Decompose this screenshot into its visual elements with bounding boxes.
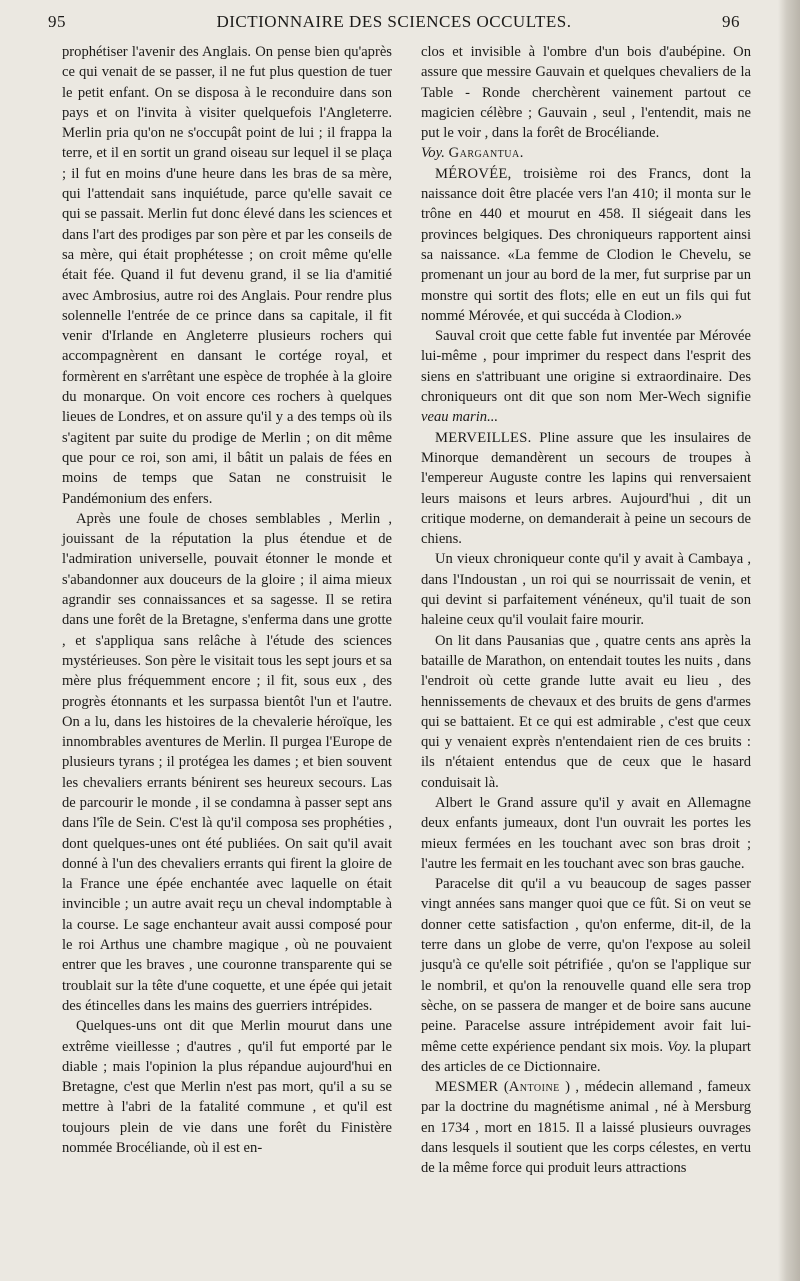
merlin-paragraph-1: prophétiser l'avenir des Anglais. On pense bien qu'après ce qui venait de se passer, il ne fut plus question de tuer le petit enfant. On se disposa à le reconduire dans son pays et on l'invita à visiter quelquefois l'Angleterre. Merlin pria qu'on ne s'occupât point de lui ; il frappa la terre, et il en sortit un grand oiseau sur lequel il se plaça ; il fut en moins d'une heure dans les bras de sa mère, qui l'attendait sans inquiétude, parce qu'elle savait ce qui se passait. Merlin fut donc élevé dans les sciences et dans l'art des prodiges par son père et par les conseils de sa mère, qui était prophétesse ; on croit même qu'elle était fée. Quand il fut devenu grand, il se lia d'amitié avec Ambrosius, autre roi des Anglais. Pour rendre plus solennelle l'entrée de ce prince dans sa capitale, il fit venir d'Irlande en Angleterre plusieurs rochers qui accompagnèrent en dansant le cortége royal, et formèrent en s'arrêtant une espèce de trophée à la gloire du monarque. On voit encore ces rochers à quelques lieues de Londres, et on assure qu'il y a des temps où ils s'agitent par suite du prodige de Merlin ; on dit même que pour ce roi, son ami, il bâtit un palais de fées en moins de temps que Satan ne construisit le Pandémonium des enfers. (62, 44, 392, 507)
paracelse-paragraph: Paracelse dit qu'il a vu beaucoup de sages passer vingt années sans manger quoi que ce fût. Si on veut se donner cette satisfaction , qu'on enferme, dit-il, de la terre dans un globe de verre, qu'on l'expose au soleil jusqu'à ce qu'elle soit pétrifiée , qu'on se l'applique sur le nombril, et qu'on la renouvelle quand elle sera trop sèche, on se passera de manger et de boire sans aucune peine. Paracelse assure intrépidement avoir fait lui-même cette expérience pendant six mois. Voy. la plupart des articles de ce Dictionnaire. (421, 876, 751, 1075)
cross-reference: Voy. (667, 1038, 691, 1055)
merlin-paragraph-2: Après une foule de choses semblables , Merlin , jouissant de la réputation la plus étendue et de l'admiration universelle, pouvait étonner le monde et s'abandonner aux douceurs de la gloire ; il aima mieux agrandir ses connaissances et sa sagesse. Il se retira dans une forêt de la Bretagne, s'enferma dans une grotte , et s'appliqua sans relâche à l'étude des sciences mystérieuses. Son père le visitait tous les sept jours et sa mère plus fréquemment encore ; il fit, sous eux , des progrès étonnants et les surpassa bientôt l'un et l'autre. On a lu, dans les histoires de la chevalerie héroïque, les innombrables aventures de Merlin. Il purgea l'Europe de plusieurs tyrans ; il protégea les dames ; et bien souvent les chevaliers errants bénirent ses heureux secours. Las de parcourir le monde , il se condamna à passer sept ans dans l'île de Sein. C'est là qu'il composa ses prophéties , dont quelques-unes ont été publiées. On sait qu'il avait donné à l'un des chevaliers errants qui firent la gloire de la France une épée enchantée avec laquelle on était invincible ; un autre avait reçu un cheval indomptable à la course. Le sage enchanteur avait aussi composé pour le roi Arthus une chambre magique , où ne pouvaient entrer que les braves , une couronne transparente qui se troublait sur la tête d'une coquette, et une épée qui jetait des étincelles dans les mains des guerriers intrépides. (62, 510, 392, 1014)
page-number-right: 96 (722, 12, 740, 31)
page-number-left: 95 (48, 12, 66, 31)
entry-headword: MERVEILLES. (435, 429, 532, 446)
running-title: DICTIONNAIRE DES SCIENCES OCCULTES. (216, 12, 572, 31)
entry-mesmer: MESMER (Antoine ) , médecin allemand , fameux par la doctrine du magnétisme animal , né à Mersburg en 1734 , mort en 1815. Il a laissé plusieurs ouvrages dans lesquels il soutient que les corps célestes, en vertu de la même force qui produit leurs attractions (421, 1079, 751, 1177)
entry-forename: Antoine (508, 1079, 560, 1096)
running-header (48, 12, 740, 34)
cross-reference-target: Gargantua. (448, 145, 524, 162)
entry-headword: MESMER (435, 1079, 499, 1096)
brocéliande-paragraph: clos et invisible à l'ombre d'un bois d'aubépine. On assure que messire Gauvain et quelques chevaliers de la Table - Ronde cherchèrent vainement partout ce magicien célèbre ; Gauvain , seul , l'entendit, mais ne put le voir , dans la forêt de Brocéliande. Voy. Gargantua. (421, 44, 751, 162)
merlin-paragraph-3: Quelques-uns ont dit que Merlin mourut dans une extrême vieillesse ; d'autres , qu'il fut emporté par le diable ; mais l'opinion la plus répandue aujourd'hui en Bretagne, c'est que Merlin n'est pas mort, qu'il a su se mettre à l'abri de la fatalité commune , et qu'il est toujours plein de vie dans une forêt du Finistère nommée Brocéliande, où il est en- (62, 1018, 392, 1157)
pausanias-paragraph: On lit dans Pausanias que , quatre cents ans après la bataille de Marathon, on entendait toutes les nuits , dans l'endroit où cette grande lutte avait eu lieu , des hennissements de chevaux et des bruits de gens d'armes qui se battaient. Et ce qui est admirable , c'est que ceux qui y venaient exprès n'entendaient rien de ces bruits : ils n'étaient entendus que de ceux que le hasard conduisait là. (421, 632, 751, 791)
right-column (421, 42, 751, 1179)
cambaya-paragraph: Un vieux chroniqueur conte qu'il y avait à Cambaya , dans l'Indoustan , un roi qui se nourrissait de venin, et qui devint si parfaitement vénéneux, qu'il tuait de son haleine ceux qu'il voulait faire mourir. (421, 551, 751, 629)
entry-merveilles: MERVEILLES. Pline assure que les insulaires de Minorque demandèrent un secours de troupes à l'empereur Auguste contre les lapins qui renversaient leurs maisons et leurs arbres. Aujourd'hui , dit un critique moderne, on demanderait à peine un secours de chiens. (421, 429, 751, 548)
entry-merovee: MÉROVÉE, troisième roi des Francs, dont la naissance doit être placée vers l'an 410; il monta sur le trône en 440 et mourut en 458. Il siégeait dans les provinces belgiques. Des chroniqueurs rapportent ainsi sa naissance. «La femme de Clodion le Chevelu, se promenant un jour au bord de la mer, fut surprise par un monstre qui sortit des flots; elle en eut un fils qui fut nommé Mérovée, et qui succéda à Clodion.» (421, 165, 751, 324)
entry-headword: MÉROVÉE, (435, 165, 512, 182)
sauval-paragraph: Sauval croit que cette fable fut inventée par Mérovée lui-même , pour imprimer du respect dans l'esprit des siens en s'attribuant une origine si extraordinaire. Des chroniqueurs ont dit que son nom Mer-Wech signifie veau marin... (421, 328, 751, 426)
page-edge (778, 0, 800, 1281)
cross-reference: Voy. (421, 145, 445, 162)
albert-paragraph: Albert le Grand assure qu'il y avait en Allemagne deux enfants jumeaux, dont l'un ouvrait les portes les mieux fermées en les touchant avec son bras droit ; l'autre les fermait en les touchant avec son bras gauche. (421, 794, 751, 872)
left-column (62, 42, 392, 1158)
